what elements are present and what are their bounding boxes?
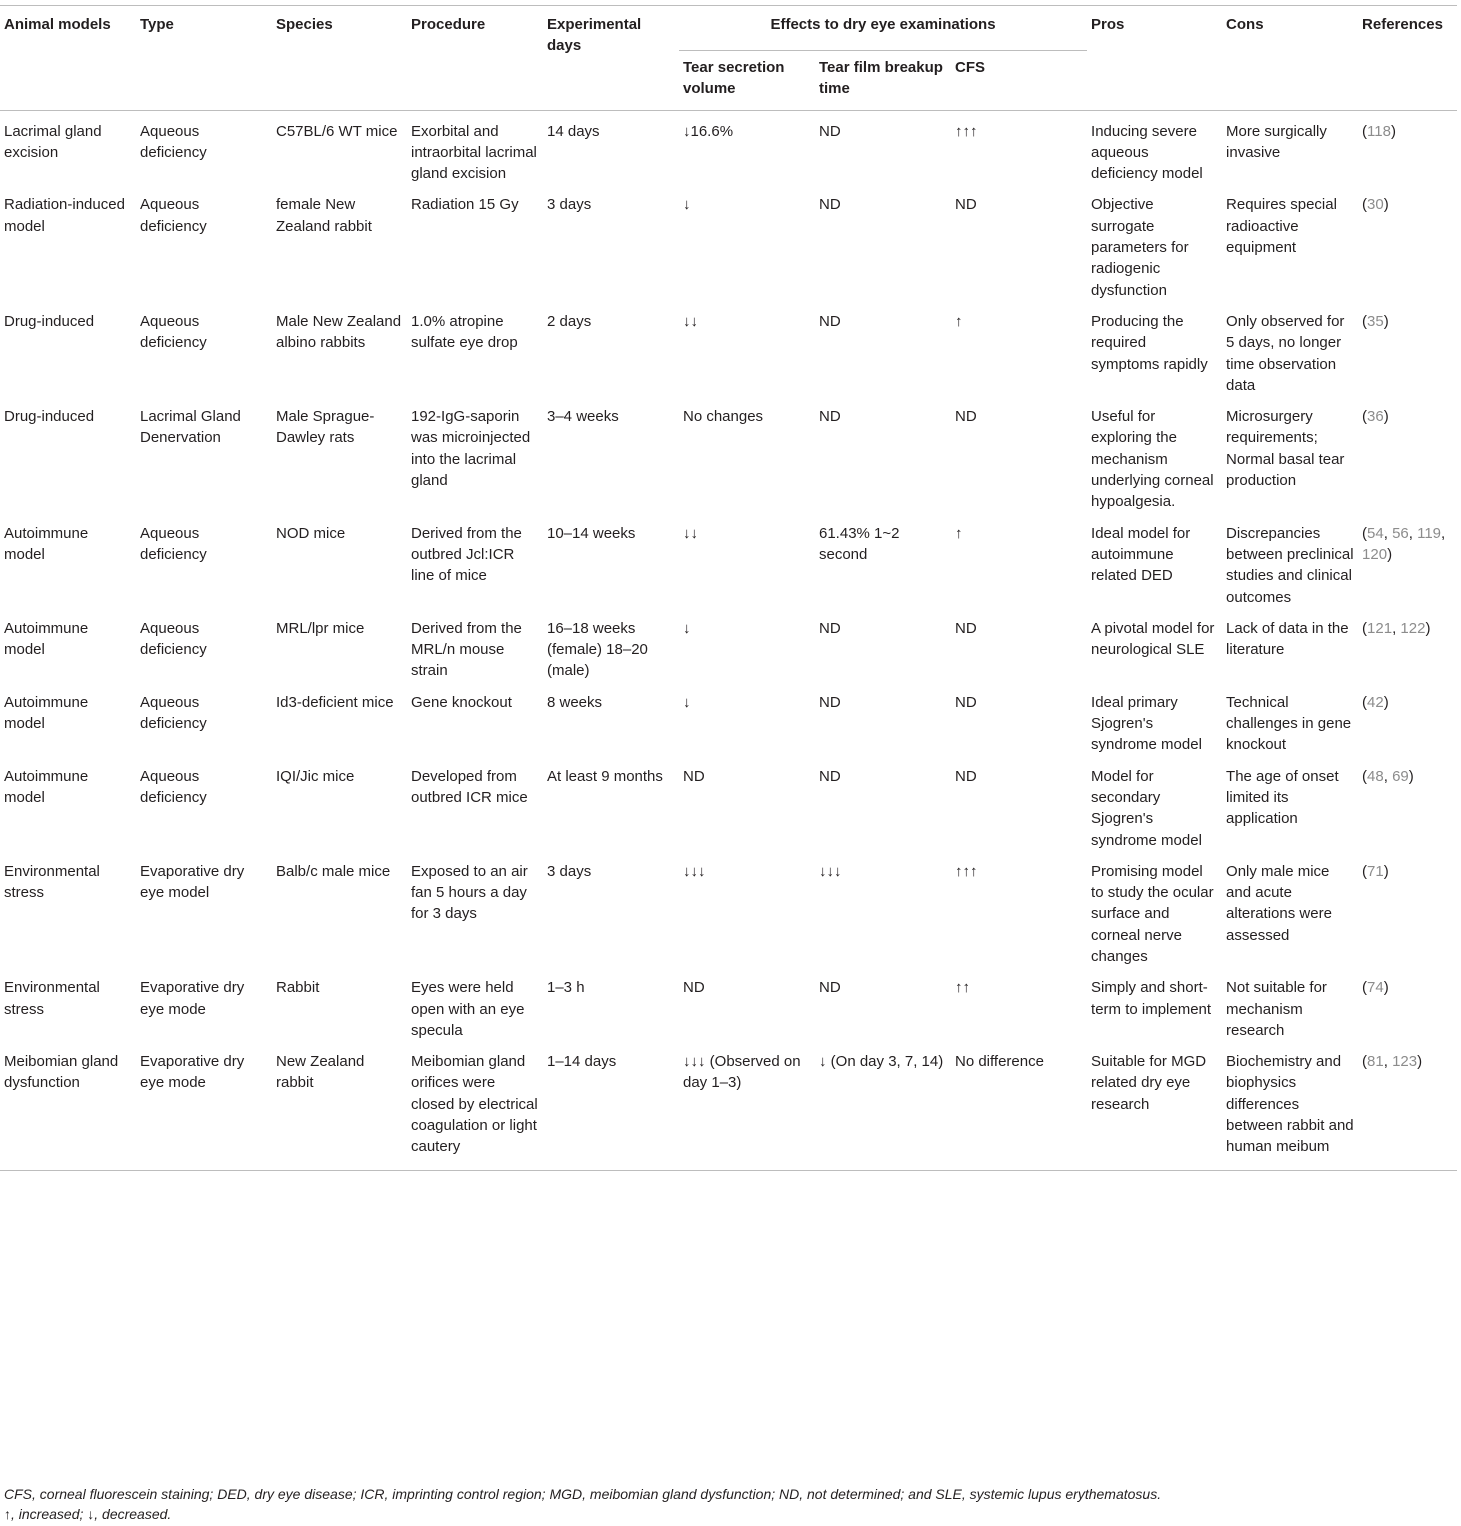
cell-animal-model: Lacrimal gland excision xyxy=(4,122,102,161)
table-row xyxy=(0,301,1457,396)
reference-link[interactable]: 120 xyxy=(1362,545,1388,563)
cell-procedure: Derived from the MRL/n mouse strain xyxy=(411,619,522,680)
cell-references: (118) xyxy=(1362,122,1396,140)
cell-animal-model: Environmental stress xyxy=(4,979,100,1018)
cell-species: Id3-deficient mice xyxy=(276,693,394,711)
reference-link[interactable]: 42 xyxy=(1367,693,1384,711)
cell-tear-secretion: ↓↓↓ (Observed on day 1–3) xyxy=(679,1041,815,1170)
table-row xyxy=(0,513,1457,608)
cell-animal-model: Drug-induced xyxy=(4,408,95,426)
reference-link[interactable]: 30 xyxy=(1367,196,1384,214)
cell-animal-model: Environmental stress xyxy=(4,862,100,902)
cell-procedure: 192-IgG-saporin was microinjected into the lacrimal gland xyxy=(411,408,531,490)
reference-link[interactable]: 54 xyxy=(1367,524,1384,542)
cell-pros: Objective surrogate parameters for radiogenic dysfunction xyxy=(1091,196,1189,299)
cell-cfs: ND xyxy=(955,619,977,637)
col-header-animal-models: Animal models xyxy=(0,6,136,111)
cell-procedure: Exorbital and intraorbital lacrimal gland excision xyxy=(411,122,537,183)
animal-models-table xyxy=(0,5,1457,1171)
cell-cons: Technical challenges in gene knockout xyxy=(1226,693,1352,754)
cell-cfs: ↑↑↑ xyxy=(955,862,978,880)
cell-cons: The age of onset limited its application xyxy=(1226,767,1339,828)
cell-tear-secretion: ND xyxy=(683,979,705,997)
cell-pros: Ideal model for autoimmune related DED xyxy=(1091,524,1191,585)
cell-tear-film-breakup: ND xyxy=(819,408,841,426)
col-header-cfs: CFS xyxy=(951,51,1087,111)
cell-tear-film-breakup: ND xyxy=(819,196,841,214)
cell-cons: Requires special radioactive equipment xyxy=(1226,196,1337,257)
cell-species: female New Zealand rabbit xyxy=(276,196,372,235)
cell-procedure: Radiation 15 Gy xyxy=(411,196,519,214)
cell-species: NOD mice xyxy=(276,524,346,542)
reference-link[interactable]: 71 xyxy=(1367,862,1384,880)
cell-species: Male Sprague-Dawley rats xyxy=(276,408,375,447)
cell-tear-secretion: ND xyxy=(683,767,705,785)
reference-link[interactable]: 69 xyxy=(1392,767,1409,785)
cell-experimental-days: 8 weeks xyxy=(547,693,603,711)
cell-tear-film-breakup: ↓↓↓ xyxy=(819,862,842,880)
cell-tear-secretion: ↓ xyxy=(683,619,691,637)
cell-references: (54, 56, 119, 120) xyxy=(1362,524,1446,563)
cell-cfs: ↑↑ xyxy=(955,979,970,997)
cell-procedure: Eyes were held open with an eye specula xyxy=(411,979,525,1039)
cell-references: (74) xyxy=(1362,979,1389,997)
cell-cfs: ↑ xyxy=(955,524,963,542)
cell-cfs: ↑ xyxy=(955,312,963,330)
cell-cfs: ↑↑↑ xyxy=(955,122,978,140)
cell-pros: Model for secondary Sjogren's syndrome model xyxy=(1091,767,1202,849)
cell-animal-model: Radiation-induced model xyxy=(4,196,125,235)
cell-cons: More surgically invasive xyxy=(1226,122,1327,161)
reference-link[interactable]: 36 xyxy=(1367,408,1384,426)
reference-link[interactable]: 118 xyxy=(1367,122,1391,140)
cell-cons: Discrepancies between preclinical studies and clinical outcomes xyxy=(1226,524,1354,606)
reference-link[interactable]: 48 xyxy=(1367,767,1384,785)
cell-species: Male New Zealand albino rabbits xyxy=(276,312,402,352)
cell-cons: Not suitable for mechanism research xyxy=(1226,979,1327,1039)
cell-cfs: ND xyxy=(955,767,977,785)
cell-type: Aqueous deficiency xyxy=(140,767,207,806)
table-body xyxy=(0,110,1457,1170)
cell-references: (30) xyxy=(1362,196,1389,214)
cell-procedure: Derived from the outbred Jcl:ICR line of mice xyxy=(411,524,522,585)
col-header-effects-group: Effects to dry eye examinations xyxy=(679,6,1087,51)
cell-tear-secretion: ↓ xyxy=(683,693,691,711)
col-header-species: Species xyxy=(272,6,407,111)
cell-tear-secretion: ↓↓ xyxy=(683,524,698,542)
cell-experimental-days: 3 days xyxy=(547,862,592,880)
reference-link[interactable]: 121 xyxy=(1367,619,1393,637)
cell-cons: Lack of data in the literature xyxy=(1226,619,1349,659)
cell-species: C57BL/6 WT mice xyxy=(276,122,398,140)
cell-type: Lacrimal Gland Denervation xyxy=(140,408,241,447)
cell-experimental-days: 2 days xyxy=(547,312,592,330)
cell-species: New Zealand rabbit xyxy=(272,1041,407,1170)
cell-pros: Simply and short-term to implement xyxy=(1091,979,1212,1018)
cell-cons: Only observed for 5 days, no longer time observation data xyxy=(1226,312,1345,394)
cell-tear-film-breakup: ND xyxy=(819,767,841,785)
cell-tear-film-breakup: ND xyxy=(819,122,841,140)
cell-type: Aqueous deficiency xyxy=(140,312,207,352)
cell-cons: Biochemistry and biophysics differences between rabbit and human meibum xyxy=(1222,1041,1358,1170)
cell-tear-film-breakup: ND xyxy=(819,693,841,711)
cell-tear-secretion: No changes xyxy=(683,408,764,426)
col-header-type: Type xyxy=(136,6,272,111)
reference-link[interactable]: 123 xyxy=(1392,1053,1418,1071)
cell-tear-secretion: ↓↓ xyxy=(683,312,698,330)
cell-experimental-days: 1–14 days xyxy=(543,1041,679,1170)
cell-species: MRL/lpr mice xyxy=(276,619,365,637)
reference-link[interactable]: 81 xyxy=(1367,1053,1384,1071)
col-header-references: References xyxy=(1358,6,1457,111)
cell-procedure: Developed from outbred ICR mice xyxy=(411,767,528,806)
reference-link[interactable]: 74 xyxy=(1367,979,1384,997)
footnote-abbreviations: CFS, corneal fluorescein staining; DED, dry eye disease; ICR, imprinting control region; MGD, meibomian gland dysfunction; ND, not determined; and SLE, systemic lupus erythematosus. xyxy=(4,1486,1162,1502)
cell-type: Aqueous deficiency xyxy=(140,693,207,733)
col-header-pros: Pros xyxy=(1087,6,1222,111)
cell-species: Balb/c male mice xyxy=(276,862,391,880)
table-row xyxy=(0,110,1457,184)
table-row xyxy=(0,851,1457,967)
cell-tear-secretion: ↓ xyxy=(683,196,691,214)
cell-animal-model: Drug-induced xyxy=(4,312,95,330)
cell-tear-secretion: ↓16.6% xyxy=(683,122,734,140)
cell-type: Aqueous deficiency xyxy=(140,619,207,659)
table-row xyxy=(0,184,1457,300)
cell-species: Rabbit xyxy=(276,979,320,997)
cell-references: (121, 122) xyxy=(1362,619,1431,637)
col-header-tear-film: Tear film breakup time xyxy=(815,51,951,111)
footnote-arrows: ↑, increased; ↓, decreased. xyxy=(4,1506,172,1522)
cell-references: (36) xyxy=(1362,408,1389,426)
cell-pros: Ideal primary Sjogren's syndrome model xyxy=(1091,693,1202,754)
cell-animal-model: Autoimmune model xyxy=(4,619,89,659)
cell-cons: Microsurgery requirements; Normal basal tear production xyxy=(1226,408,1345,490)
cell-tear-film-breakup: ND xyxy=(819,312,841,330)
cell-references: (81, 123) xyxy=(1358,1041,1457,1170)
cell-pros: Producing the required symptoms rapidly xyxy=(1091,312,1208,373)
cell-experimental-days: 3 days xyxy=(547,196,592,214)
cell-type: Aqueous deficiency xyxy=(140,196,207,235)
cell-experimental-days: 16–18 weeks (female) 18–20 (male) xyxy=(547,619,648,680)
cell-references: (42) xyxy=(1362,693,1389,711)
col-header-cons: Cons xyxy=(1222,6,1358,111)
cell-cfs: ND xyxy=(955,196,977,214)
cell-references: (35) xyxy=(1362,312,1389,330)
cell-procedure: Meibomian gland orifices were closed by electrical coagulation or light cautery xyxy=(407,1041,543,1170)
table-row xyxy=(0,1041,1457,1170)
table-row xyxy=(0,967,1457,1041)
cell-tear-film-breakup: ↓ (On day 3, 7, 14) xyxy=(815,1041,951,1170)
cell-pros: A pivotal model for neurological SLE xyxy=(1091,619,1215,659)
cell-animal-model: Autoimmune model xyxy=(4,524,89,563)
table-row xyxy=(0,608,1457,682)
cell-experimental-days: At least 9 months xyxy=(547,767,663,785)
reference-link[interactable]: 35 xyxy=(1367,312,1384,330)
cell-cfs: No difference xyxy=(951,1041,1087,1170)
cell-species: IQI/Jic mice xyxy=(276,767,355,785)
cell-type: Evaporative dry eye model xyxy=(140,862,245,902)
cell-references: (48, 69) xyxy=(1362,767,1414,785)
cell-tear-secretion: ↓↓↓ xyxy=(683,862,706,880)
cell-experimental-days: 1–3 h xyxy=(547,979,585,997)
cell-pros: Inducing severe aqueous deficiency model xyxy=(1091,122,1203,183)
cell-experimental-days: 10–14 weeks xyxy=(547,524,636,542)
cell-cfs: ND xyxy=(955,408,977,426)
cell-cons: Only male mice and acute alterations were assessed xyxy=(1226,862,1332,944)
col-header-procedure: Procedure xyxy=(407,6,543,111)
cell-type: Aqueous deficiency xyxy=(140,122,207,161)
cell-pros: Promising model to study the ocular surface and corneal nerve changes xyxy=(1091,862,1214,965)
reference-link[interactable]: 119 xyxy=(1417,524,1442,542)
cell-type: Aqueous deficiency xyxy=(140,524,207,563)
cell-experimental-days: 3–4 weeks xyxy=(547,408,619,426)
cell-type: Evaporative dry eye mode xyxy=(140,979,245,1018)
cell-tear-film-breakup: ND xyxy=(819,979,841,997)
cell-procedure: 1.0% atropine sulfate eye drop xyxy=(411,312,518,352)
cell-experimental-days: 14 days xyxy=(547,122,600,140)
reference-link[interactable]: 56 xyxy=(1392,524,1409,542)
cell-type: Evaporative dry eye mode xyxy=(136,1041,272,1170)
reference-link[interactable]: 122 xyxy=(1400,619,1426,637)
col-header-experimental-days: Experimental days xyxy=(543,6,679,111)
cell-procedure: Exposed to an air fan 5 hours a day for 3 days xyxy=(411,862,528,923)
cell-procedure: Gene knockout xyxy=(411,693,512,711)
table-row xyxy=(0,396,1457,512)
cell-animal-model: Autoimmune model xyxy=(4,693,89,733)
col-header-tear-secretion: Tear secretion volume xyxy=(679,51,815,111)
cell-references: (71) xyxy=(1362,862,1389,880)
cell-pros: Useful for exploring the mechanism underlying corneal hypoalgesia. xyxy=(1091,408,1214,511)
cell-tear-film-breakup: ND xyxy=(819,619,841,637)
cell-tear-film-breakup: 61.43% 1~2 second xyxy=(819,524,900,563)
table-row xyxy=(0,682,1457,756)
cell-animal-model: Meibomian gland dysfunction xyxy=(0,1041,136,1170)
cell-cfs: ND xyxy=(955,693,977,711)
table-row xyxy=(0,756,1457,851)
cell-pros: Suitable for MGD related dry eye research xyxy=(1087,1041,1222,1170)
cell-animal-model: Autoimmune model xyxy=(4,767,89,806)
